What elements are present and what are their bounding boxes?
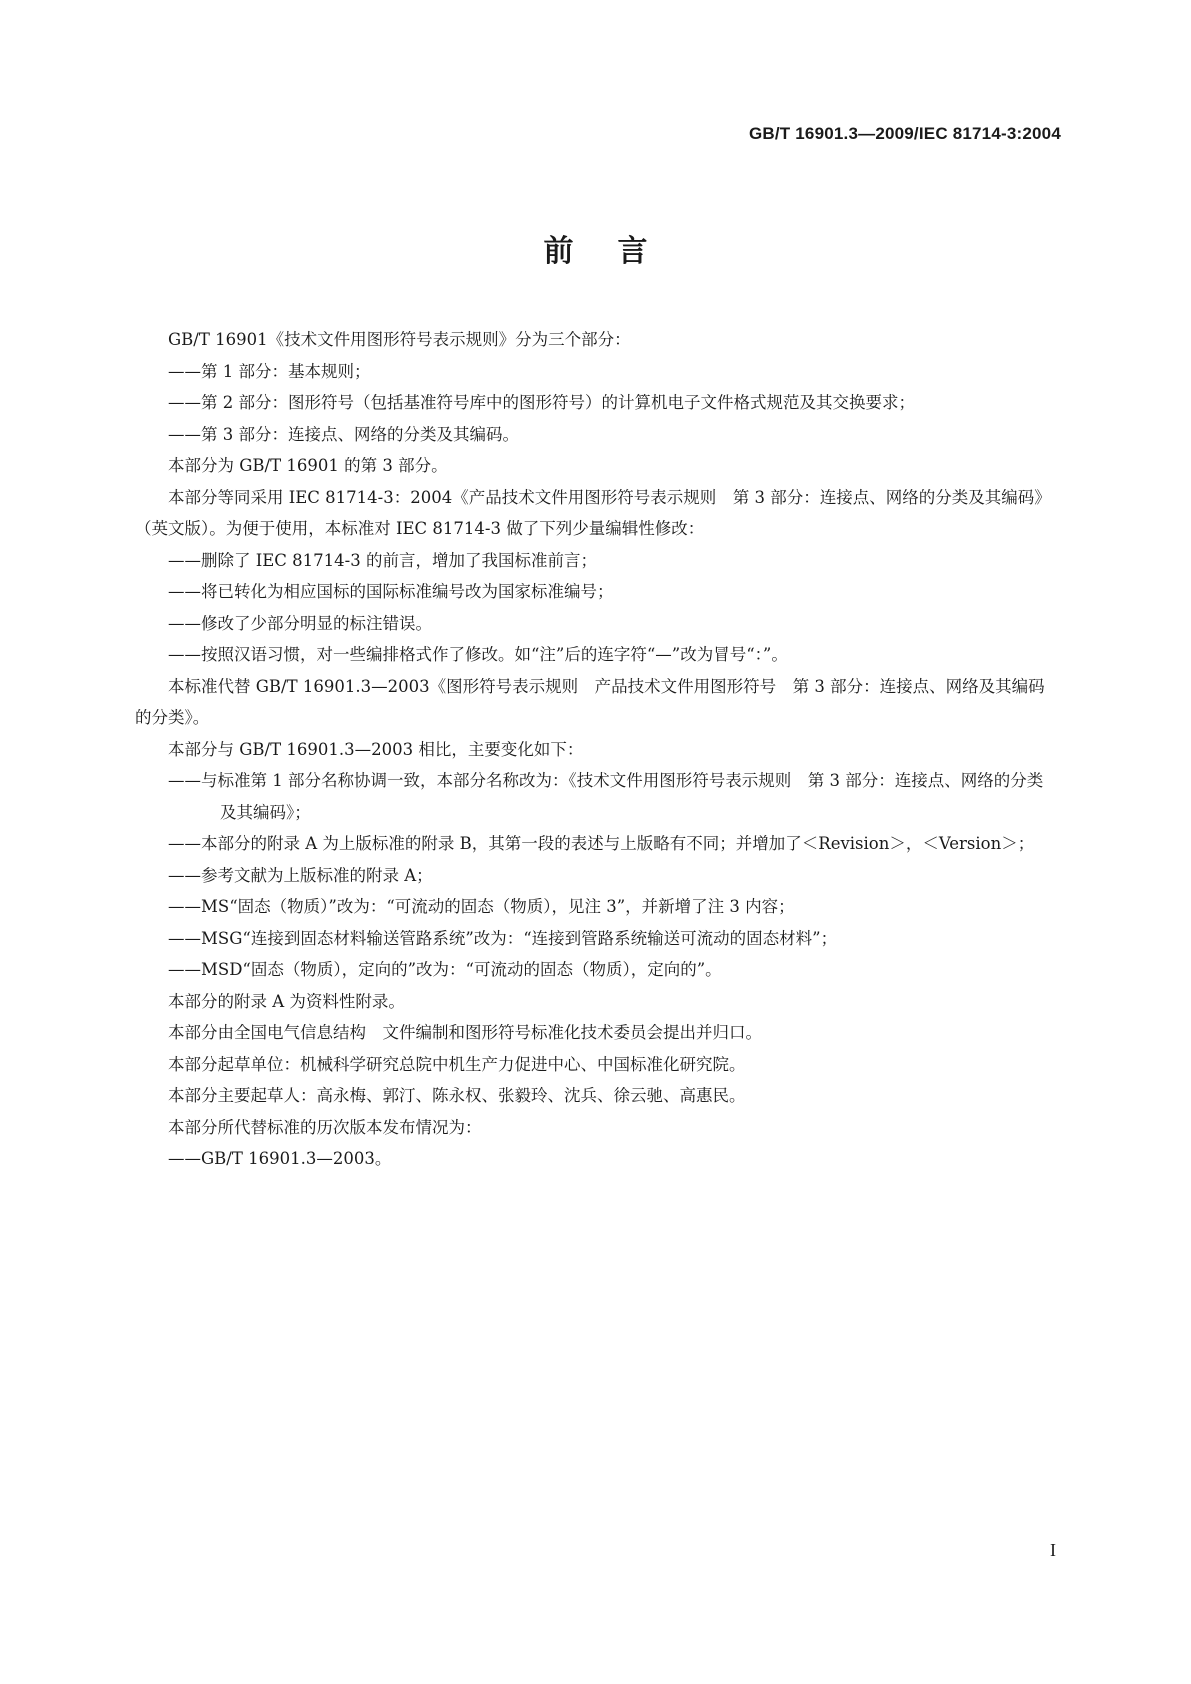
- page-number: I: [1050, 1540, 1056, 1560]
- dash-item-modification-1: ——删除了 IEC 81714-3 的前言，增加了我国标准前言；: [168, 550, 597, 570]
- dash-item-part3: ——第 3 部分：连接点、网络的分类及其编码。: [168, 424, 519, 444]
- dash-item-change-5: ——MSG“连接到固态材料输送管路系统”改为：“连接到管路系统输送可流动的固态材料”；: [168, 928, 838, 948]
- paragraph-drafting-units: 本部分起草单位：机械科学研究总院中机生产力促进中心、中国标准化研究院。: [168, 1054, 746, 1074]
- dash-item-change-3: ——参考文献为上版标准的附录 A；: [168, 865, 433, 885]
- dash-item-change-6: ——MSD“固态（物质），定向的”改为：“可流动的固态（物质），定向的”。: [168, 960, 722, 979]
- paragraph-history-intro: 本部分所代替标准的历次版本发布情况为：: [168, 1117, 482, 1137]
- dash-item-change-4: ——MS“固态（物质）”改为：“可流动的固态（物质），见注 3”，并新增了注 3 内容；: [168, 897, 795, 916]
- dash-item-modification-2: ——将已转化为相应国标的国际标准编号改为国家标准编号；: [168, 582, 614, 601]
- dash-item-change-2: ——本部分的附录 A 为上版标准的附录 B，其第一段的表述与上版略有不同；并增加了＜Revision＞，＜Version＞；: [168, 834, 1035, 853]
- paragraph-this-part: 本部分为 GB/T 16901 的第 3 部分。: [168, 456, 448, 475]
- paragraph-annex: 本部分的附录 A 为资料性附录。: [168, 991, 405, 1011]
- standard-code-header: GB/T 16901.3—2009/IEC 81714-3:2004: [748, 124, 1061, 143]
- paragraph-changes-intro: 本部分与 GB/T 16901.3—2003 相比，主要变化如下：: [168, 739, 584, 759]
- paragraph-drafters: 本部分主要起草人：高永梅、郭汀、陈永权、张毅玲、沈兵、徐云驰、高惠民。: [168, 1086, 746, 1105]
- paragraph-adoption: 本部分等同采用 IEC 81714-3：2004《产品技术文件用图形符号表示规则 第 3 部分：连接点、网络的分类及其编码》（英文版）。为便于使用，本标准对 IEC 81714-3 做了下列少量编辑性修改：: [135, 487, 1051, 538]
- dash-item-part2: ——第 2 部分：图形符号（包括基准符号库中的图形符号）的计算机电子文件格式规范及其交换要求；: [168, 393, 915, 412]
- paragraph-proposed-by: 本部分由全国电气信息结构 文件编制和图形符号标准化技术委员会提出并归口。: [168, 1023, 762, 1042]
- paragraph-replaces: 本标准代替 GB/T 16901.3—2003《图形符号表示规则 产品技术文件用图形符号 第 3 部分：连接点、网络及其编码的分类》。: [135, 676, 1045, 727]
- paragraph-intro: GB/T 16901《技术文件用图形符号表示规则》分为三个部分：: [168, 330, 631, 349]
- dash-item-part1: ——第 1 部分：基本规则；: [168, 361, 371, 381]
- dash-item-change-1: ——与标准第 1 部分名称协调一致，本部分名称改为：《技术文件用图形符号表示规则 第 3 部分：连接点、网络的分类及其编码》；: [168, 771, 1044, 822]
- dash-item-modification-4: ——按照汉语习惯，对一些编排格式作了修改。如“注”后的连字符“—”改为冒号“：”。: [168, 645, 788, 664]
- page-title: 前言: [543, 234, 692, 269]
- dash-item-history: ——GB/T 16901.3—2003。: [168, 1149, 392, 1168]
- dash-item-modification-3: ——修改了少部分明显的标注错误。: [168, 613, 432, 633]
- foreword-body: [135, 324, 1059, 1175]
